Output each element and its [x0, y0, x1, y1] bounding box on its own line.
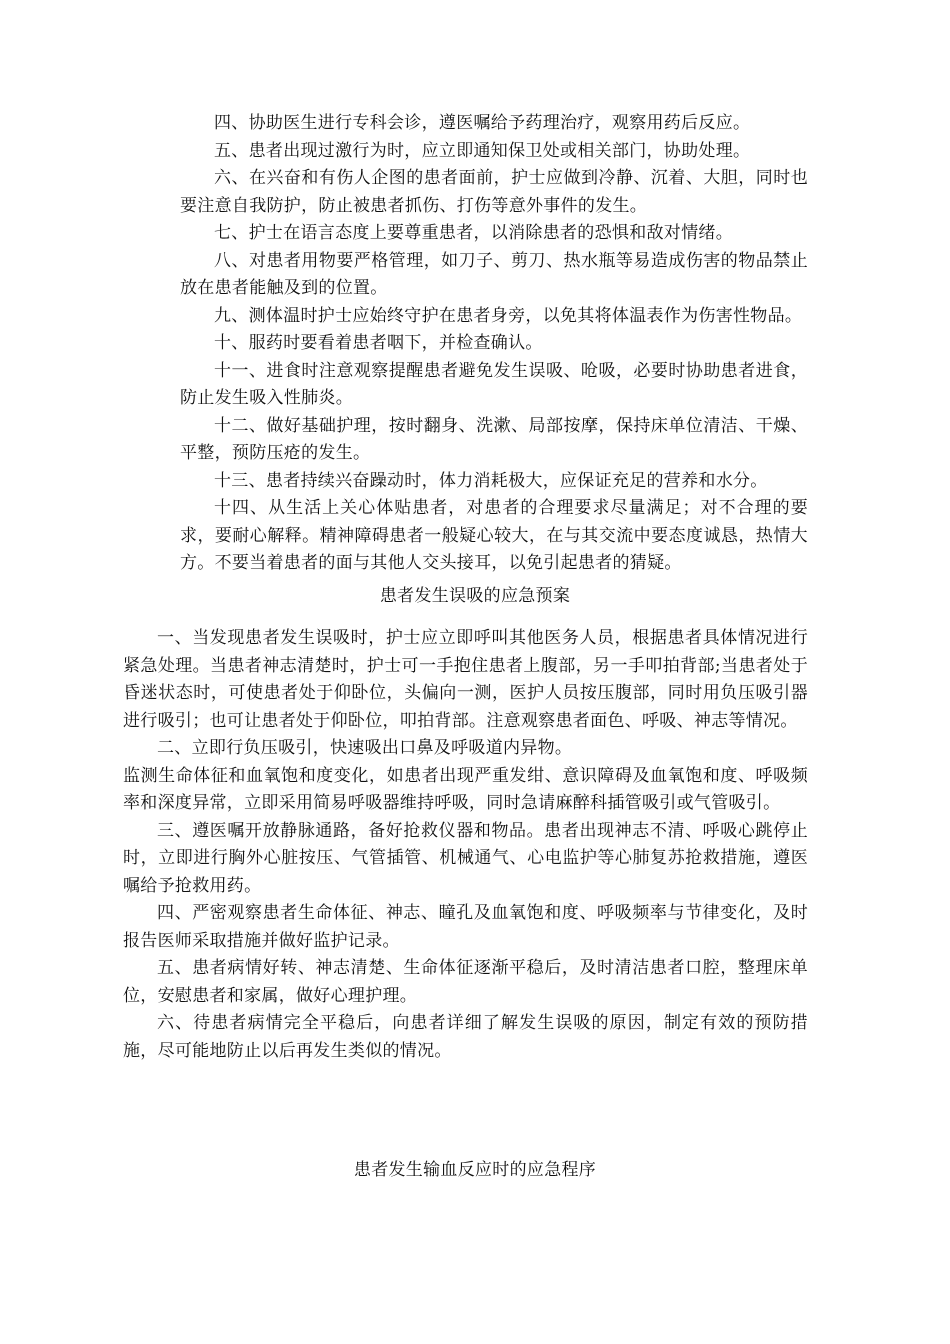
aspiration-plan-section: [123, 625, 808, 1065]
paragraph: 十一、进食时注意观察提醒患者避免发生误吸、呛吸，必要时协助患者进食，防止发生吸入性肺炎。: [180, 360, 808, 408]
nursing-measures-section: [180, 110, 808, 578]
paragraph: 九、测体温时护士应始终守护在患者身旁，以免其将体温表作为伤害性物品。: [214, 305, 803, 326]
paragraph: 七、护士在语言态度上要尊重患者，以消除患者的恐惧和敌对情绪。: [214, 223, 733, 243]
paragraph: 八、对患者用物要严格管理，如刀子、剪刀、热水瓶等易造成伤害的物品禁止放在患者能触及到的位置。: [180, 250, 808, 298]
transfusion-program-title: 患者发生输血反应时的应急程序: [353, 1160, 597, 1180]
paragraph: 三、遵医嘱开放静脉通路，备好抢救仪器和物品。患者出现神志不清、呼吸心跳停止时，立即进行胸外心脏按压、气管插管、机械通气、心电监护等心肺复苏抢救措施，遵医嘱给予抢救用药。: [123, 820, 808, 896]
paragraph: 六、在兴奋和有伤人企图的患者面前，护士应做到冷静、沉着、大胆，同时也要注意自我防护，防止被患者抓伤、打伤等意外事件的发生。: [180, 168, 808, 216]
paragraph: 五、患者病情好转、神志清楚、生命体征逐渐平稳后，及时清洁患者口腔，整理床单位，安慰患者和家属，做好心理护理。: [123, 958, 808, 1006]
paragraph: 十四、从生活上关心体贴患者，对患者的合理要求尽量满足；对不合理的要求，要耐心解释。精神障碍患者一般疑心较大，在与其交流中要态度诚恳，热情大方。不要当着患者的面与其他人交头接耳，以免引起患者的猜疑。: [180, 498, 808, 573]
paragraph: 十、服药时要看着患者咽下，并检查确认。: [214, 333, 543, 353]
paragraph: 一、当发现患者发生误吸时，护士应立即呼叫其他医务人员，根据患者具体情况进行紧急处理。当患者神志清楚时，护士可一手抱住患者上腹部，另一手叩拍背部;当患者处于昏迷状态时，可使患者处于仰卧位，头偏向一测，医护人员按压腹部，同时用负压吸引器进行吸引；也可让患者处于仰卧位，叩拍背部。注意观察患者面色、呼吸、神志等情况。: [123, 628, 808, 731]
paragraph: 十三、患者持续兴奋躁动时，体力消耗极大，应保证充足的营养和水分。: [214, 470, 768, 491]
aspiration-plan-title: 患者发生误吸的应急预案: [379, 586, 571, 606]
paragraph: 二、立即行负压吸引，快速吸出口鼻及呼吸道内异物。: [157, 738, 573, 758]
paragraph: 五、患者出现过激行为时，应立即通知保卫处或相关部门，协助处理。: [214, 140, 751, 161]
paragraph: 六、待患者病情完全平稳后，向患者详细了解发生误吸的原因，制定有效的预防措施，尽可能地防止以后再发生类似的情况。: [123, 1013, 808, 1061]
paragraph: 十二、做好基础护理，按时翻身、洗漱、局部按摩，保持床单位清洁、干燥、平整，预防压疮的发生。: [180, 415, 808, 463]
paragraph: 四、协助医生进行专科会诊，遵医嘱给予药理治疗，观察用药后反应。: [214, 113, 751, 133]
paragraph: 四、严密观察患者生命体征、神志、瞳孔及血氧饱和度、呼吸频率与节律变化，及时报告医师采取措施并做好监护记录。: [123, 903, 808, 951]
paragraph: 监测生命体征和血氧饱和度变化，如患者出现严重发绀、意识障碍及血氧饱和度、呼吸频率和深度异常，立即采用简易呼吸器维持呼吸，同时急请麻醉科插管吸引或气管吸引。: [123, 765, 808, 813]
